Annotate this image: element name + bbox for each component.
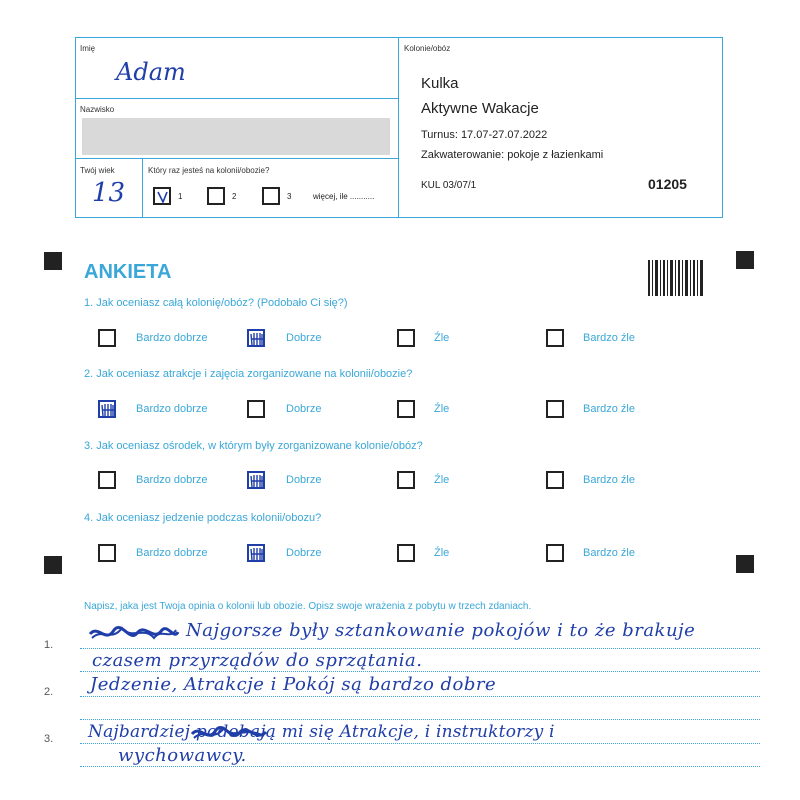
question-1-option-1-label: Bardzo dobrze [136, 332, 208, 344]
question-3-option-2-label: Dobrze [286, 474, 322, 486]
question-4-checkbox-4[interactable] [546, 544, 564, 562]
line-number-2: 2. [44, 686, 54, 698]
question-4-option-1-label: Bardzo dobrze [136, 547, 208, 559]
check-scribble-icon [101, 403, 115, 417]
registration-mark-bottom-left [44, 556, 62, 574]
line-number-3: 3. [44, 733, 54, 745]
writing-line-4 [80, 719, 760, 720]
question-3-text: 3. Jak oceniasz ośrodek, w którym były zorganizowane kolonie/obóz? [84, 440, 423, 452]
question-1-checkbox-4[interactable] [546, 329, 564, 347]
turnus: Turnus: 17.07-27.07.2022 [421, 129, 548, 141]
nazwisko-redaction [82, 118, 390, 155]
question-2-checkbox-2[interactable] [247, 400, 265, 418]
camp-program: Aktywne Wakacje [421, 100, 539, 117]
question-4-checkbox-2[interactable] [247, 544, 265, 562]
ktory-raz-label: Który raz jesteś na kolonii/obozie? [148, 166, 270, 175]
registration-mark-bottom-right [736, 555, 754, 573]
imie-value: Adam [116, 58, 186, 86]
opinion-line-3: Jedzenie, Atrakcje i Pokój są bardzo dobre [90, 674, 497, 695]
question-1-option-2-label: Dobrze [286, 332, 322, 344]
wiek-value: 13 [92, 178, 126, 208]
question-2-option-4-label: Bardzo źle [583, 403, 635, 415]
question-2-option-1-label: Bardzo dobrze [136, 403, 208, 415]
question-4-checkbox-3[interactable] [397, 544, 415, 562]
scribble-icon [88, 622, 180, 646]
visit-checkbox-1[interactable] [153, 187, 171, 205]
question-3-option-3-label: Źle [434, 474, 450, 486]
zakwaterowanie: Zakwaterowanie: pokoje z łazienkami [421, 149, 604, 161]
header-divider-2 [75, 158, 399, 159]
question-1-checkbox-3[interactable] [397, 329, 415, 347]
question-2-text: 2. Jak oceniasz atrakcje i zajęcia zorganizowane na kolonii/obozie? [84, 368, 413, 380]
writing-line-2 [80, 671, 760, 672]
imie-label: Imię [80, 44, 96, 53]
question-1-option-3-label: Źle [434, 332, 450, 344]
question-4-text: 4. Jak oceniasz jedzenie podczas kolonii/obozu? [84, 512, 322, 524]
barcode-icon [648, 260, 704, 296]
question-3-option-1-label: Bardzo dobrze [136, 474, 208, 486]
nazwisko-label: Nazwisko [80, 105, 115, 114]
registration-mark-top-right [736, 251, 754, 269]
visit-option-2-label: 2 [232, 192, 237, 201]
question-3-checkbox-1[interactable] [98, 471, 116, 489]
header-divider-1 [75, 98, 399, 99]
question-4-option-3-label: Źle [434, 547, 450, 559]
survey-title: ANKIETA [84, 261, 172, 283]
writing-line-6 [80, 766, 760, 767]
question-3-checkbox-3[interactable] [397, 471, 415, 489]
registration-mark-top-left [44, 252, 62, 270]
question-3-checkbox-2[interactable] [247, 471, 265, 489]
visit-checkbox-2[interactable] [207, 187, 225, 205]
check-scribble-icon [250, 474, 264, 488]
question-2-checkbox-4[interactable] [546, 400, 564, 418]
opinion-line-5: wychowawcy. [118, 745, 247, 766]
visit-option-3-label: 3 [287, 192, 292, 201]
check-mark-icon [156, 190, 170, 204]
question-3-option-4-label: Bardzo źle [583, 474, 635, 486]
question-1-checkbox-2[interactable] [247, 329, 265, 347]
wiecej-label: więcej, ile ........... [313, 192, 375, 201]
question-2-option-3-label: Źle [434, 403, 450, 415]
camp-name: Kulka [421, 75, 459, 92]
writing-line-3 [80, 696, 760, 697]
question-2-option-2-label: Dobrze [286, 403, 322, 415]
opinion-line-4: Najbardziej podobają mi się Atrakcje, i instruktorzy i [88, 722, 555, 742]
visit-checkbox-3[interactable] [262, 187, 280, 205]
check-scribble-icon [250, 547, 264, 561]
question-1-option-4-label: Bardzo źle [583, 332, 635, 344]
question-4-option-2-label: Dobrze [286, 547, 322, 559]
camp-code: KUL 03/07/1 [421, 180, 477, 191]
writing-line-1 [80, 648, 760, 649]
opinion-line-1: Najgorsze były sztankowanie pokojów i to że brakuje [186, 620, 696, 641]
opinion-line-2: czasem przyrządów do sprzątania. [92, 650, 423, 671]
question-1-checkbox-1[interactable] [98, 329, 116, 347]
line-number-1: 1. [44, 639, 54, 651]
visit-option-1-label: 1 [178, 192, 183, 201]
header-divider-age [142, 158, 143, 218]
writing-line-5 [80, 743, 760, 744]
question-3-checkbox-4[interactable] [546, 471, 564, 489]
kolonie-label: Kolonie/obóz [404, 44, 451, 53]
question-1-text: 1. Jak oceniasz całą kolonię/obóz? (Podobało Ci się?) [84, 297, 348, 309]
question-4-option-4-label: Bardzo źle [583, 547, 635, 559]
question-4-checkbox-1[interactable] [98, 544, 116, 562]
opinion-prompt: Napisz, jaka jest Twoja opinia o kolonii lub obozie. Opisz swoje wrażenia z pobytu w trzech zdaniach. [84, 601, 532, 612]
question-2-checkbox-3[interactable] [397, 400, 415, 418]
header-divider-vertical [398, 37, 399, 218]
form-number: 01205 [648, 176, 687, 192]
check-scribble-icon [250, 332, 264, 346]
question-2-checkbox-1[interactable] [98, 400, 116, 418]
wiek-label: Twój wiek [80, 166, 115, 175]
